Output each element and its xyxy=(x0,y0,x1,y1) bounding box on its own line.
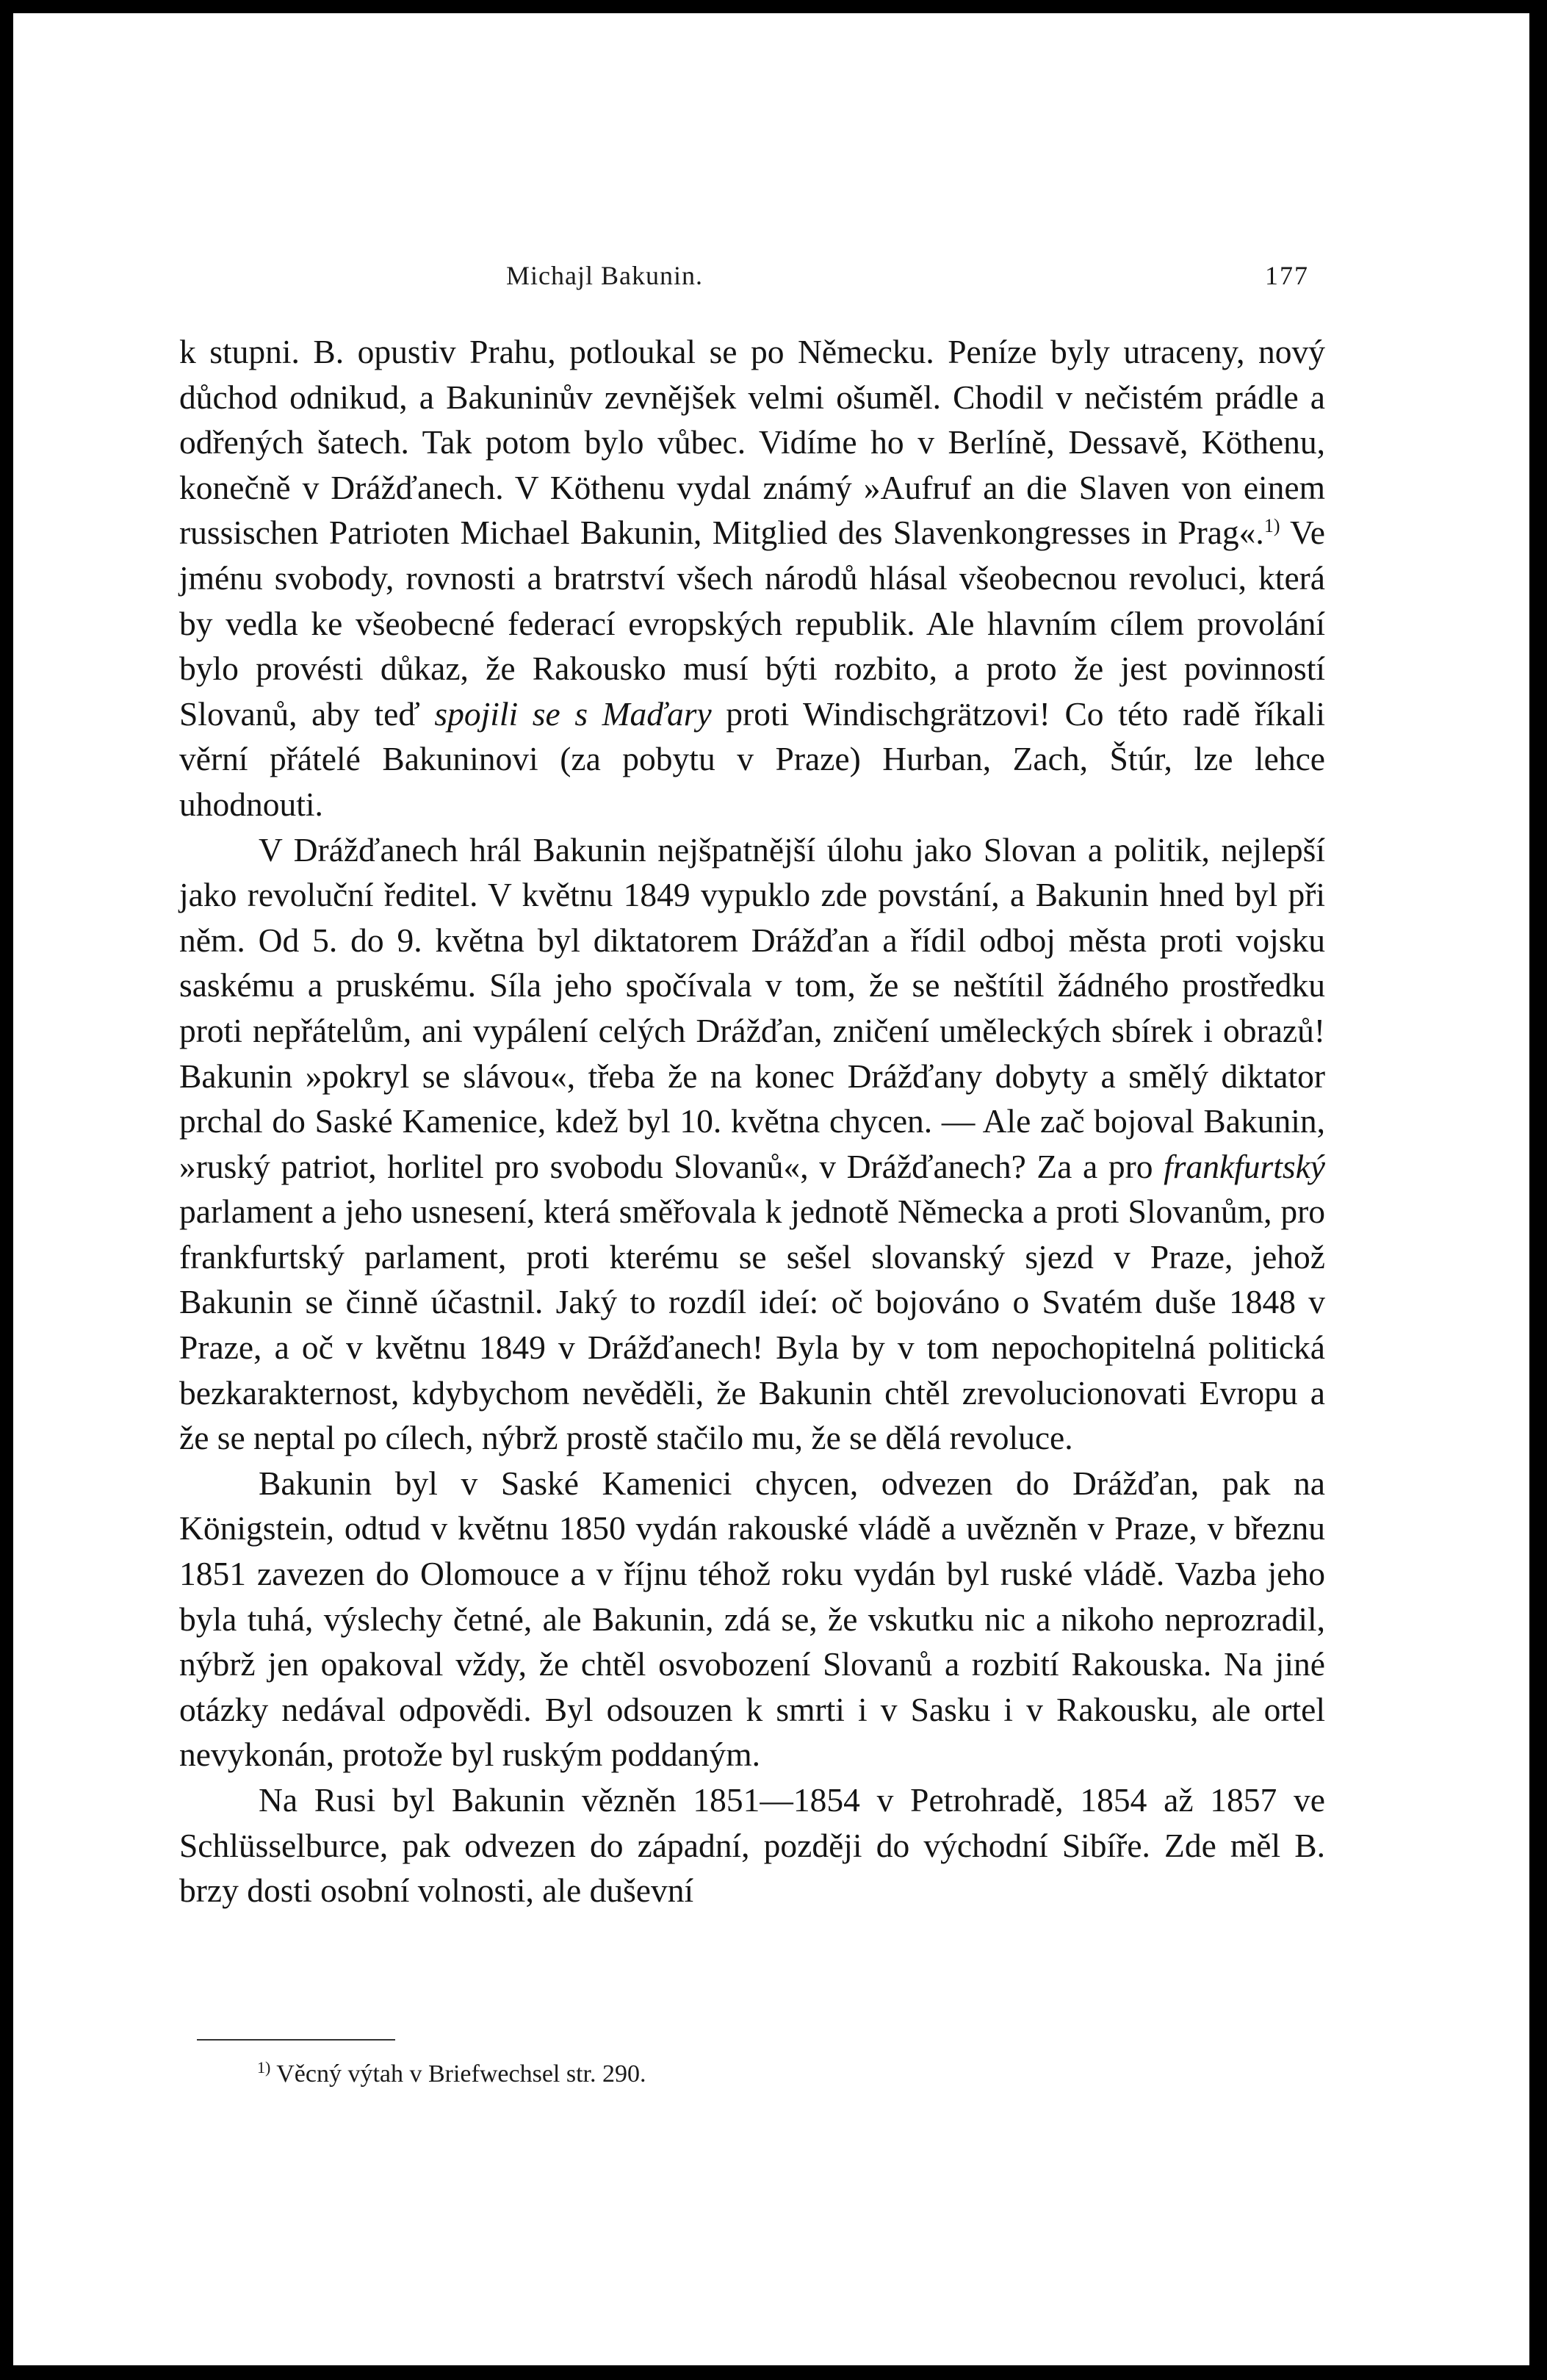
paragraph-text: proti Windischgrätzovi! Co této radě říkali věrní přátelé Bakuninovi (za pobytu v Praze) Hurban, Zach, Štúr, lze lehce uhodnouti. xyxy=(179,694,1325,823)
paragraph-2 xyxy=(179,827,1325,1461)
footnote-marker: 1) xyxy=(257,2058,271,2077)
footnote-text: Věcný výtah v Briefwechsel str. 290. xyxy=(270,2060,646,2088)
paragraph-text: parlament a jeho usnesení, která směřovala k jednotě Německa a proti Slovanům, pro frankfurtský parlament, proti kterému se sešel slovanský sjezd v Praze, jehož Bakunin se činně účastnil. Jaký to rozdíl ideí: oč bojováno o Svatém duše 1848 v Praze, a oč v květnu 1849 v Drážďanech! Byla by v tom nepochopitelná politická bezkarakternost, kdybychom nevěděli, že Bakunin chtěl zrevolucionovati Evropu a že se neptal po cílech, nýbrž prostě stačilo mu, že se dělá revoluce. xyxy=(179,1193,1325,1457)
italic-phrase: spojili se s Maďary xyxy=(434,694,712,733)
footnote-divider xyxy=(197,2039,395,2041)
footnote-reference: 1) xyxy=(1263,515,1280,537)
page-number: 177 xyxy=(1265,261,1309,290)
paragraph-text: Na Rusi byl Bakunin vězněn 1851—1854 v Petrohradě, 1854 až 1857 ve Schlüsselburce, pak odvezen do západní, později do východní Sibíře. Zde měl B. brzy dosti osobní volnosti, ale duševní xyxy=(179,1781,1325,1910)
paragraph-4 xyxy=(179,1777,1325,1913)
paragraph-text: Bakunin byl v Saské Kamenici chycen, odvezen do Drážďan, pak na Königstein, odtud v květnu 1850 vydán rakouské vládě a uvězněn v Praze, v březnu 1851 zavezen do Olomouce a v říjnu téhož roku vydán byl ruské vládě. Vazba jeho byla tuhá, výslechy četné, ale Bakunin, zdá se, že vskutku nic a nikoho neprozradil, nýbrž jen opakoval vždy, že chtěl osvobození Slovanů a rozbití Rakouska. Na jiné otázky nedával odpovědi. Byl odsouzen k smrti i v Sasku i v Rakousku, ale ortel nevykonán, protože byl ruským poddaným. xyxy=(179,1464,1325,1774)
running-header xyxy=(13,260,1529,304)
paragraph-text: k stupni. B. opustiv Prahu, potloukal se po Německu. Peníze byly utraceny, nový důchod odnikud, a Bakuninův zevnějšek velmi ošuměl. Chodil v nečistém prádle a odřených šatech. Tak potom bylo vůbec. Vidíme ho v Berlíně, Dessavě, Köthenu, konečně v Drážďanech. V Köthenu vydal známý »Aufruf an die Slaven von einem russischen Patrioten Michael Bakunin, Mitglied des Slavenkongresses in Prag«. xyxy=(179,333,1325,552)
paragraph-3 xyxy=(179,1461,1325,1777)
paragraph-1 xyxy=(179,329,1325,827)
paragraph-text: V Drážďanech hrál Bakunin nejšpatnější úlohu jako Slovan a politik, nejlepší jako revoluční ředitel. V květnu 1849 vypuklo zde povstání, a Bakunin hned byl při něm. Od 5. do 9. května byl diktatorem Drážďan a řídil odboj města proti vojsku saskému a pruskému. Síla jeho spočívala v tom, že se neštítil žádného prostředku proti nepřátelům, ani vypálení celých Drážďan, zničení uměleckých sbírek i obrazů! Bakunin »pokryl se slávou«, třeba že na konec Drážďany dobyty a smělý diktator prchal do Saské Kamenice, kdež byl 10. května chycen. — Ale zač bojoval Bakunin, »ruský patriot, horlitel pro svobodu Slovanů«, v Drážďanech? Za a pro xyxy=(179,830,1325,1185)
main-text xyxy=(179,329,1325,1913)
paragraph-text: Ve jménu svobody, rovnosti a bratrství všech národů hlásal všeobecnou revoluci, která by vedla ke všeobecné federací evropských republik. Ale hlavním cílem provolání bylo provésti důkaz, že Rakousko musí býti rozbito, a proto že jest povinností Slovanů, aby teď xyxy=(179,514,1325,733)
footnote xyxy=(257,2060,646,2088)
book-page xyxy=(13,13,1529,2365)
italic-phrase: frankfurtský xyxy=(1164,1147,1325,1185)
running-title: Michajl Bakunin. xyxy=(506,261,703,290)
